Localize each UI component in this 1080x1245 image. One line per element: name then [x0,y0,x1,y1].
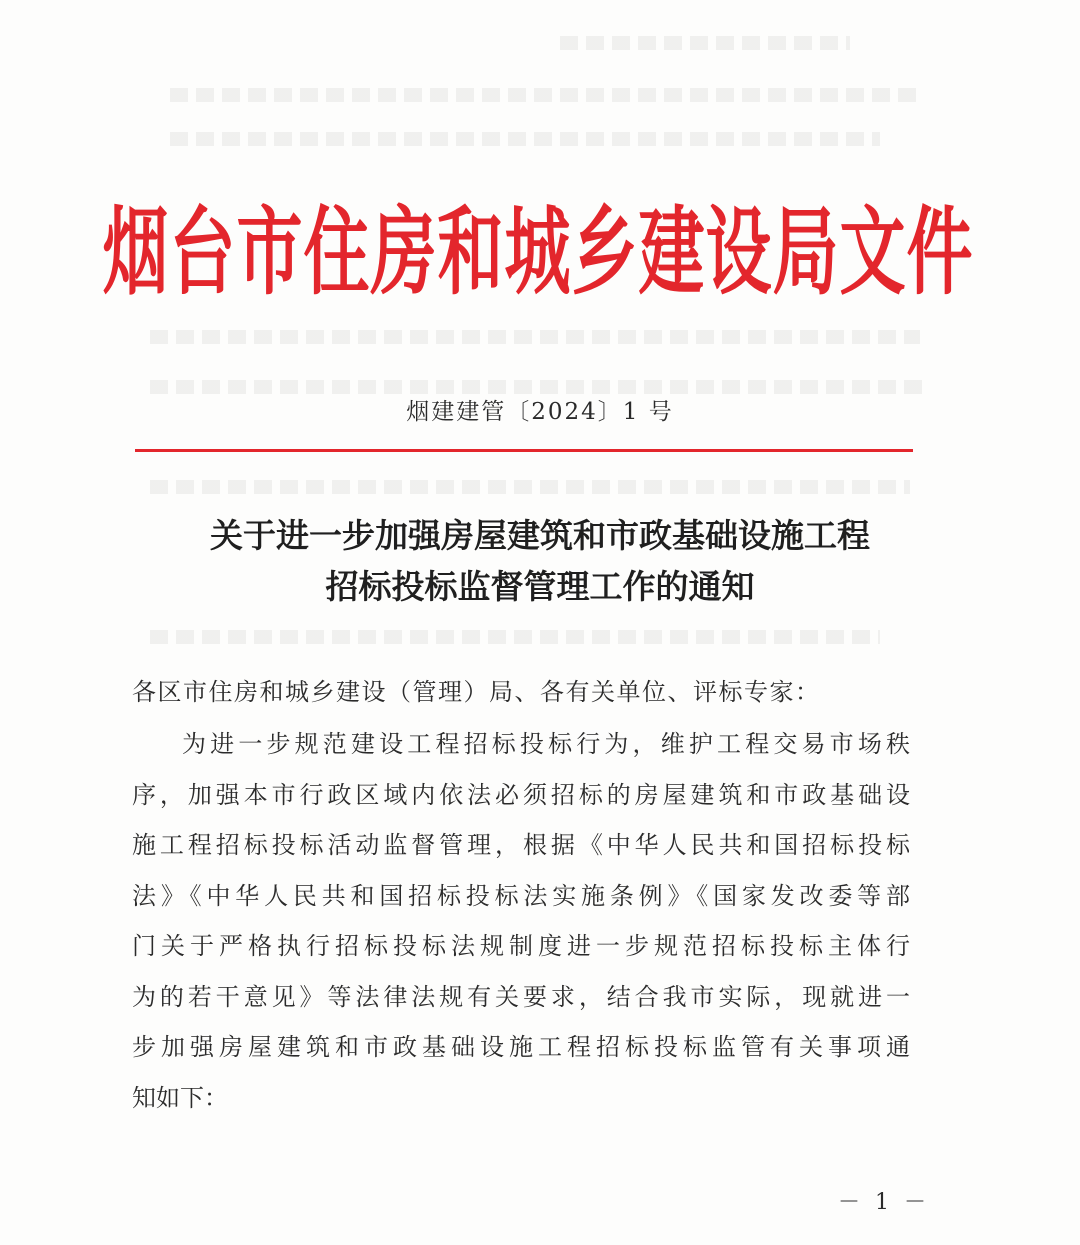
notice-title [60,510,1020,612]
bleed-through-mark [150,380,930,394]
bleed-through-mark [150,630,880,644]
body-line: 法》《中华人民共和国招标投标法实施条例》《国家发改委等部 [132,882,910,910]
body-line: 步加强房屋建筑和市政基础设施工程招标投标监管有关事项通 [132,1033,910,1061]
body-line: 门关于严格执行招标投标法规制度进一步规范招标投标主体行 [132,932,910,960]
body-line: 为的若干意见》等法律法规有关要求，结合我市实际，现就进一 [132,983,910,1011]
body-line: 为进一步规范建设工程招标投标行为，维护工程交易市场秩 [182,730,910,758]
page-number: － 1 － [838,1190,930,1215]
body-line: 知如下： [132,1084,228,1112]
red-separator-line [135,449,913,452]
bleed-through-mark [170,88,920,102]
bleed-through-mark [170,132,880,146]
notice-title-line-1: 关于进一步加强房屋建筑和市政基础设施工程 [210,516,870,555]
addressee-line: 各区市住房和城乡建设（管理）局、各有关单位、评标专家： [132,678,821,706]
notice-title-line-2: 招标投标监督管理工作的通知 [325,567,755,606]
bleed-through-mark [560,36,850,50]
document-number: 烟建建管〔2024〕1 号 [406,399,674,425]
body-line: 施工程招标投标活动监督管理，根据《中华人民共和国招标投标 [132,831,910,859]
issuer-header-title: 烟台市住房和城乡建设局文件 [102,195,974,308]
bleed-through-mark [150,480,910,494]
body-line: 序，加强本市行政区域内依法必须招标的房屋建筑和市政基础设 [132,781,910,809]
